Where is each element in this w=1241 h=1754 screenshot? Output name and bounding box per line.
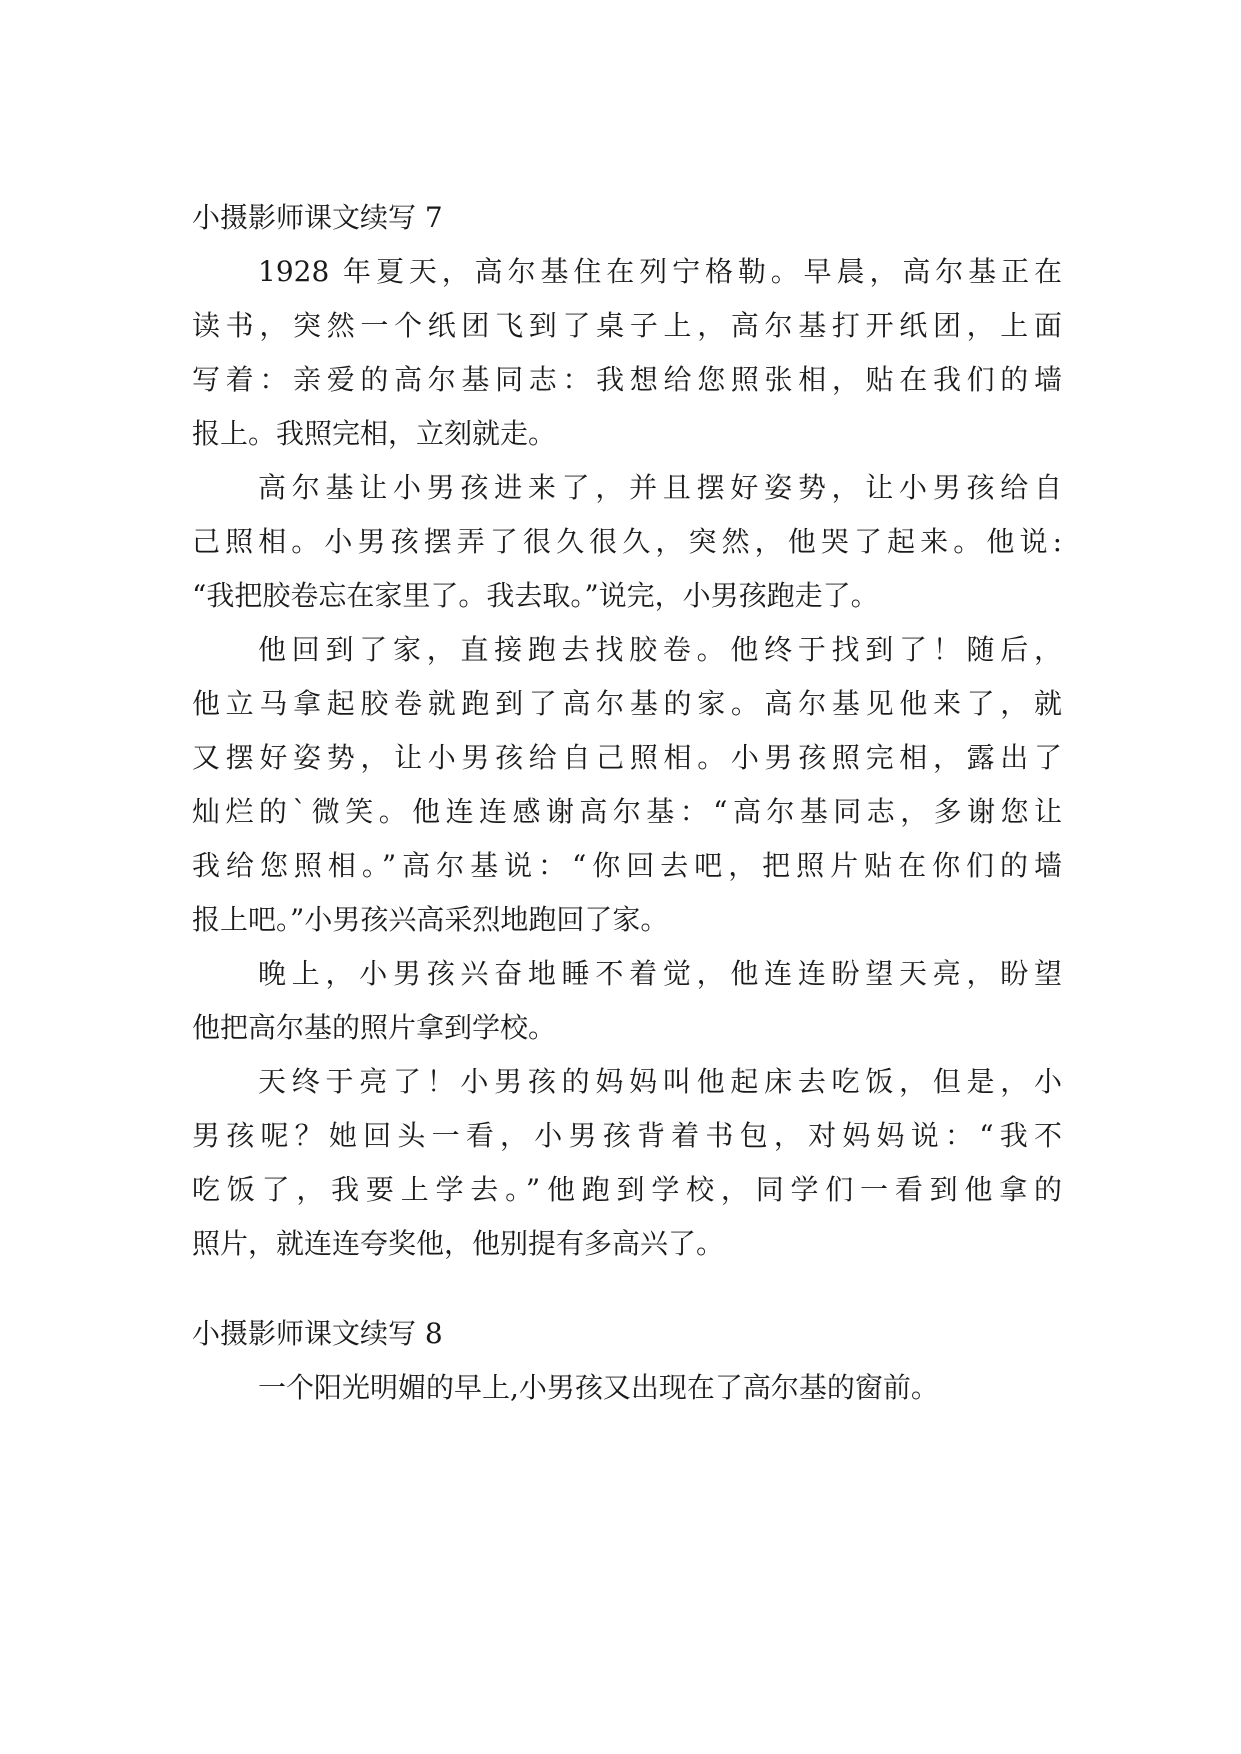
paragraph-line: 报上吧。”小男孩兴高采烈地跑回了家。 <box>192 903 669 936</box>
paragraph-line: 他把高尔基的照片拿到学校。 <box>192 1011 557 1044</box>
paragraph-line: 我给您照相。”高尔基说：“你回去吧，把照片贴在你们的墙 <box>192 849 1062 882</box>
paragraph-line: 己照相。小男孩摆弄了很久很久，突然，他哭了起来。他说: <box>192 525 1062 558</box>
paragraph-line: 照片，就连连夸奖他，他别提有多高兴了。 <box>192 1227 725 1260</box>
paragraph-line: 他立马拿起胶卷就跑到了高尔基的家。高尔基见他来了，就 <box>192 687 1062 720</box>
paragraph-line: 1928 年夏天，高尔基住在列宁格勒。早晨，高尔基正在 <box>258 255 1062 288</box>
paragraph-line: 高尔基让小男孩进来了，并且摆好姿势，让小男孩给自 <box>258 471 1062 504</box>
paragraph-line: 灿烂的`微笑。他连连感谢高尔基：“高尔基同志，多谢您让 <box>192 795 1062 828</box>
paragraph-line: 他回到了家，直接跑去找胶卷。他终于找到了！随后， <box>258 633 1062 666</box>
paragraph-line: 天终于亮了！小男孩的妈妈叫他起床去吃饭，但是，小 <box>258 1065 1062 1098</box>
paragraph-line: 晚上，小男孩兴奋地睡不着觉，他连连盼望天亮，盼望 <box>258 957 1062 990</box>
paragraph-line: 一个阳光明媚的早上,小男孩又出现在了高尔基的窗前。 <box>258 1371 939 1404</box>
paragraph-line: 写着：亲爱的高尔基同志：我想给您照张相，贴在我们的墙 <box>192 363 1062 396</box>
paragraph-line: 又摆好姿势，让小男孩给自己照相。小男孩照完相，露出了 <box>192 741 1062 774</box>
paragraph-line: 读书，突然一个纸团飞到了桌子上，高尔基打开纸团，上面 <box>192 309 1062 342</box>
paragraph-line: “我把胶卷忘在家里了。我去取。”说完，小男孩跑走了。 <box>192 579 879 612</box>
paragraph-line: 报上。我照完相，立刻就走。 <box>192 417 557 450</box>
paragraph-line: 男孩呢？她回头一看，小男孩背着书包，对妈妈说：“我不 <box>192 1119 1062 1152</box>
paragraph-line: 吃饭了，我要上学去。”他跑到学校，同学们一看到他拿的 <box>192 1173 1062 1206</box>
section-title: 小摄影师课文续写 7 <box>192 201 443 234</box>
section-title: 小摄影师课文续写 8 <box>192 1317 443 1350</box>
